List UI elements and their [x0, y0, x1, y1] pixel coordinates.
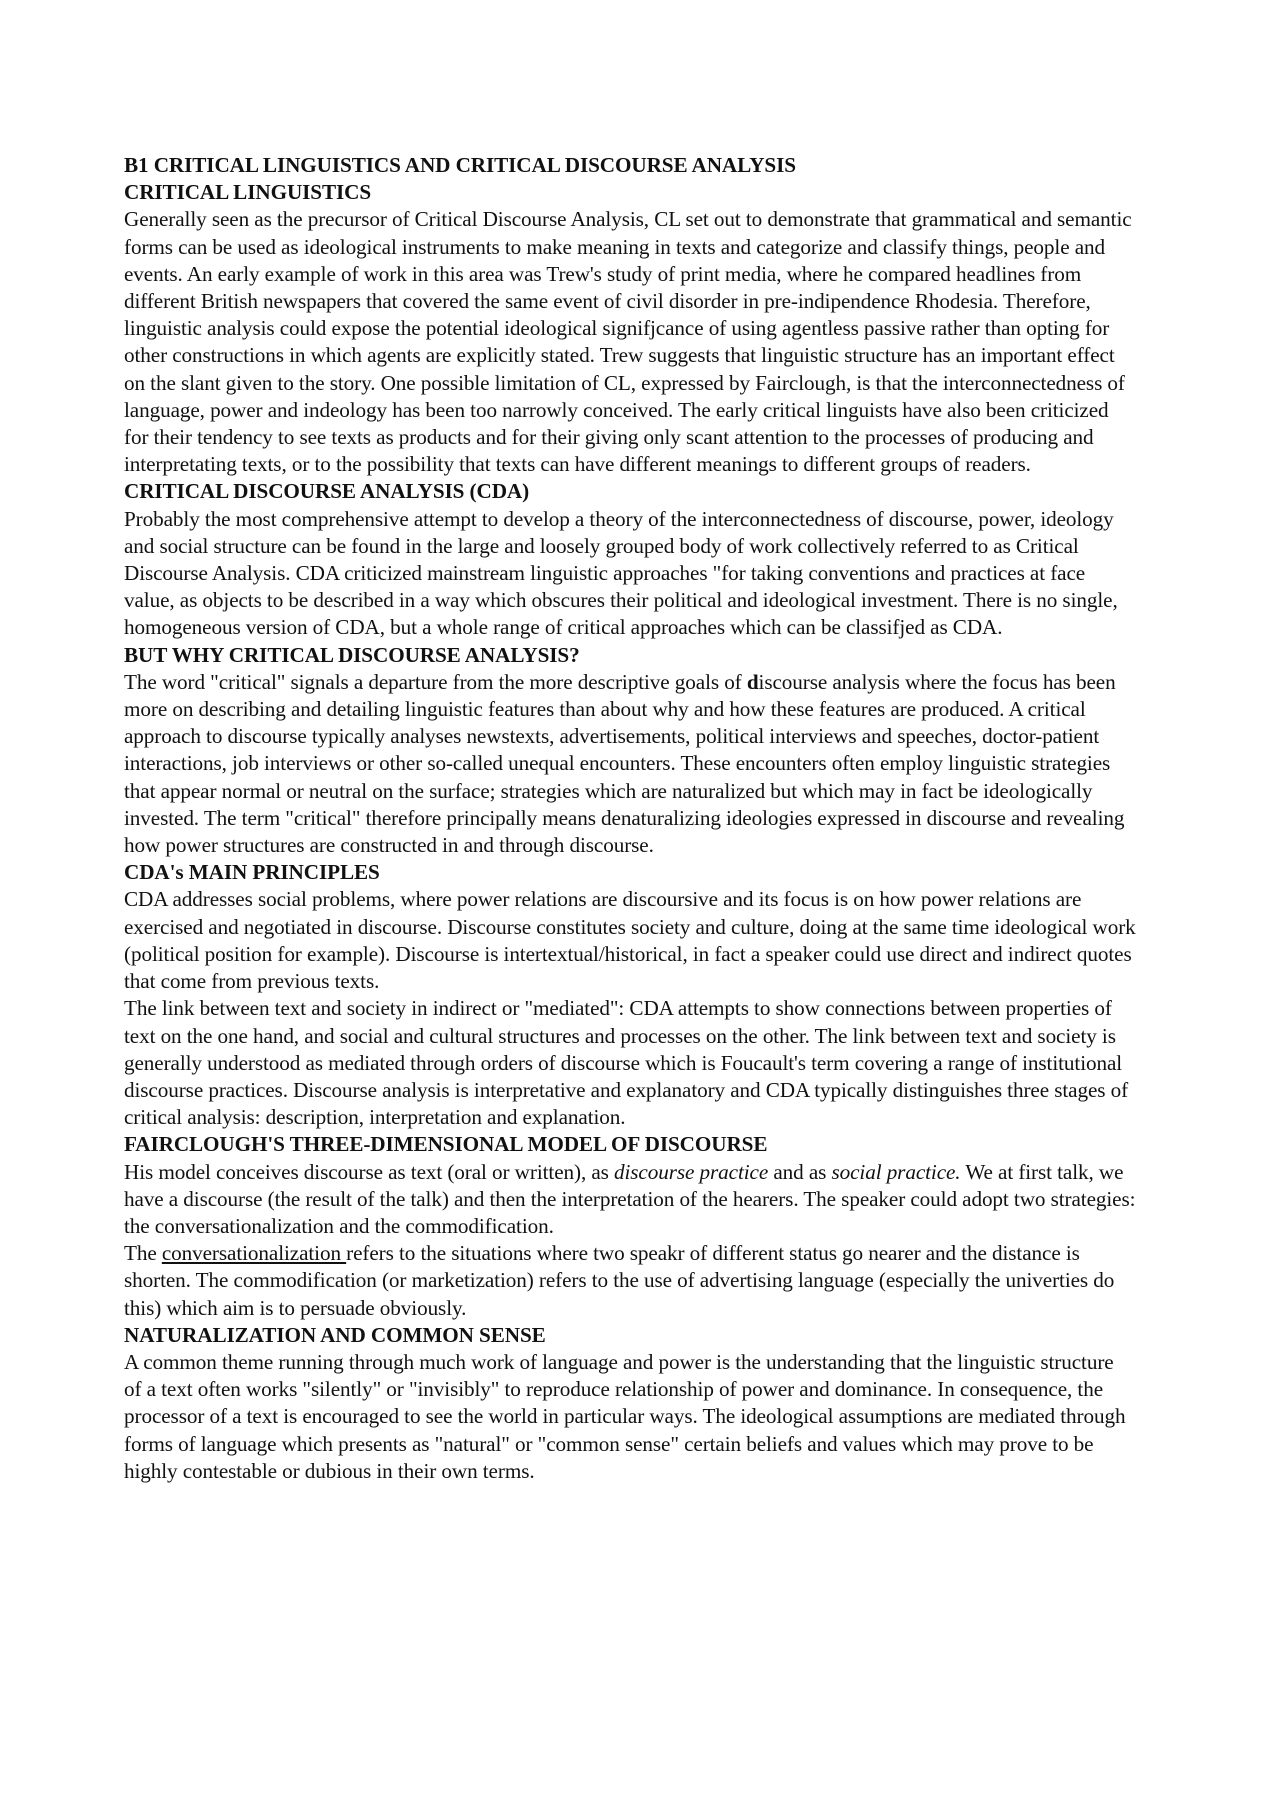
- text-run: The: [124, 1241, 162, 1266]
- paragraph-naturalization: A common theme running through much work of language and power is the understanding that the linguistic structure of a text often works "silently" or "invisibly" to reproduce relationship of power and dominance. In consequence, the processor of a text is encouraged to see the world in particular ways. The ideological assumptions are mediated through forms of language which presents as "natural" or "common sense" certain beliefs and values which may prove to be highly contestable or dubious in their own terms.: [124, 1349, 1126, 1483]
- paragraph-cda: Probably the most comprehensive attempt to develop a theory of the interconnectedness of discourse, power, ideology and social structure can be found in the large and loosely grouped body of work collectively referred to as Critical Discourse Analysis. CDA criticized mainstream linguistic approaches "for taking conventions and practices at face value, as objects to be described in a way which obscures their political and ideological investment. There is no single, homogeneous version of CDA, but a whole range of critical approaches which can be classifjed as CDA.: [124, 506, 1118, 640]
- text-run: The word "critical" signals a departure from the more descriptive goals of: [124, 669, 747, 694]
- text-run: and as: [768, 1159, 832, 1184]
- paragraph-critical-linguistics: Generally seen as the precursor of Critical Discourse Analysis, CL set out to demonstrate that grammatical and semantic forms can be used as ideological instruments to make meaning in texts and categorize and classify things, people and events. An early example of work in this area was Trew's study of print media, where he compared headlines from different British newspapers that covered the same event of civil disorder in pre-indipendence Rhodesia. Therefore, linguistic analysis could expose the potential ideological signifjcance of using agentless passive rather than opting for other constructions in which agents are explicitly stated. Trew suggests that linguistic structure has an important effect on the slant given to the story. One possible limitation of CL, expressed by Fairclough, is that the interconnectedness of language, power and indeology has been too narrowly conceived. The early critical linguists have also been criticized for their tendency to see texts as products and for their giving only scant attention to the processes of producing and interpretating texts, or to the possibility that texts can have different meanings to different groups of readers.: [124, 207, 1132, 477]
- section-heading-cda: CRITICAL DISCOURSE ANALYSIS (CDA): [124, 479, 530, 504]
- text-run: His model conceives discourse as text (oral or written), as: [124, 1159, 614, 1184]
- section-heading-critical-linguistics: CRITICAL LINGUISTICS: [124, 180, 372, 205]
- document-title: B1 CRITICAL LINGUISTICS AND CRITICAL DISCOURSE ANALYSIS: [124, 153, 796, 177]
- section-heading-why-cda: BUT WHY CRITICAL DISCOURSE ANALYSIS?: [124, 642, 580, 667]
- section-heading-fairclough-model: FAIRCLOUGH'S THREE-DIMENSIONAL MODEL OF DISCOURSE: [124, 1132, 768, 1157]
- paragraph-fairclough-model-2: [124, 1240, 1136, 1322]
- underlined-term-conversationalization: conversationalization: [161, 1241, 347, 1266]
- section-heading-cda-principles: CDA's MAIN PRINCIPLES: [124, 860, 380, 885]
- paragraph-fairclough-model-1: [124, 1159, 1136, 1241]
- italic-term-discourse-practice: discourse practice: [614, 1159, 769, 1184]
- text-run: iscourse analysis where the focus has been more on describing and detailing linguistic features than about why and how these features are produced. A critical approach to discourse typically analyses newstexts, advertisements, political interviews and speeches, doctor-patient interactions, job interviews or other so-called unequal encounters. These encounters often employ linguistic strategies that appear normal or neutral on the surface; strategies which are naturalized but which may in fact be ideologically invested. The term "critical" therefore principally means denaturalizing ideologies expressed in discourse and revealing how power structures are constructed in and through discourse.: [124, 669, 1125, 858]
- paragraph-why-cda: [124, 669, 1136, 859]
- section-heading-naturalization: NATURALIZATION AND COMMON SENSE: [124, 1322, 546, 1347]
- text-run: refers to the situations where two speakr of different status go nearer and the distance is shorten. The commodification (or marketization) refers to the use of advertising language (especially the univerties do this) which aim is to persuade obviously.: [124, 1241, 1115, 1320]
- document-page: [124, 152, 1136, 1485]
- paragraph-cda-principles-2: The link between text and society in indirect or "mediated": CDA attempts to show connections between properties of text on the one hand, and social and cultural structures and processes on the other. The link between text and society is generally understood as mediated through orders of discourse which is Foucault's term covering a range of institutional discourse practices. Discourse analysis is interpretative and explanatory and CDA typically distinguishes three stages of critical analysis: description, interpretation and explanation.: [124, 996, 1129, 1130]
- text-run: We at first talk, we have a discourse (the result of the talk) and then the interpretation of the hearers. The speaker could adopt two strategies: the conversationalization and the commodification.: [124, 1159, 1136, 1238]
- paragraph-cda-principles-1: CDA addresses social problems, where power relations are discoursive and its focus is on how power relations are exercised and negotiated in discourse. Discourse constitutes society and culture, doing at the same time ideological work (political position for example). Discourse is intertextual/historical, in fact a speaker could use direct and indirect quotes that come from previous texts.: [124, 887, 1136, 994]
- bold-letter: d: [746, 669, 759, 694]
- italic-term-social-practice: social practice.: [831, 1159, 961, 1184]
